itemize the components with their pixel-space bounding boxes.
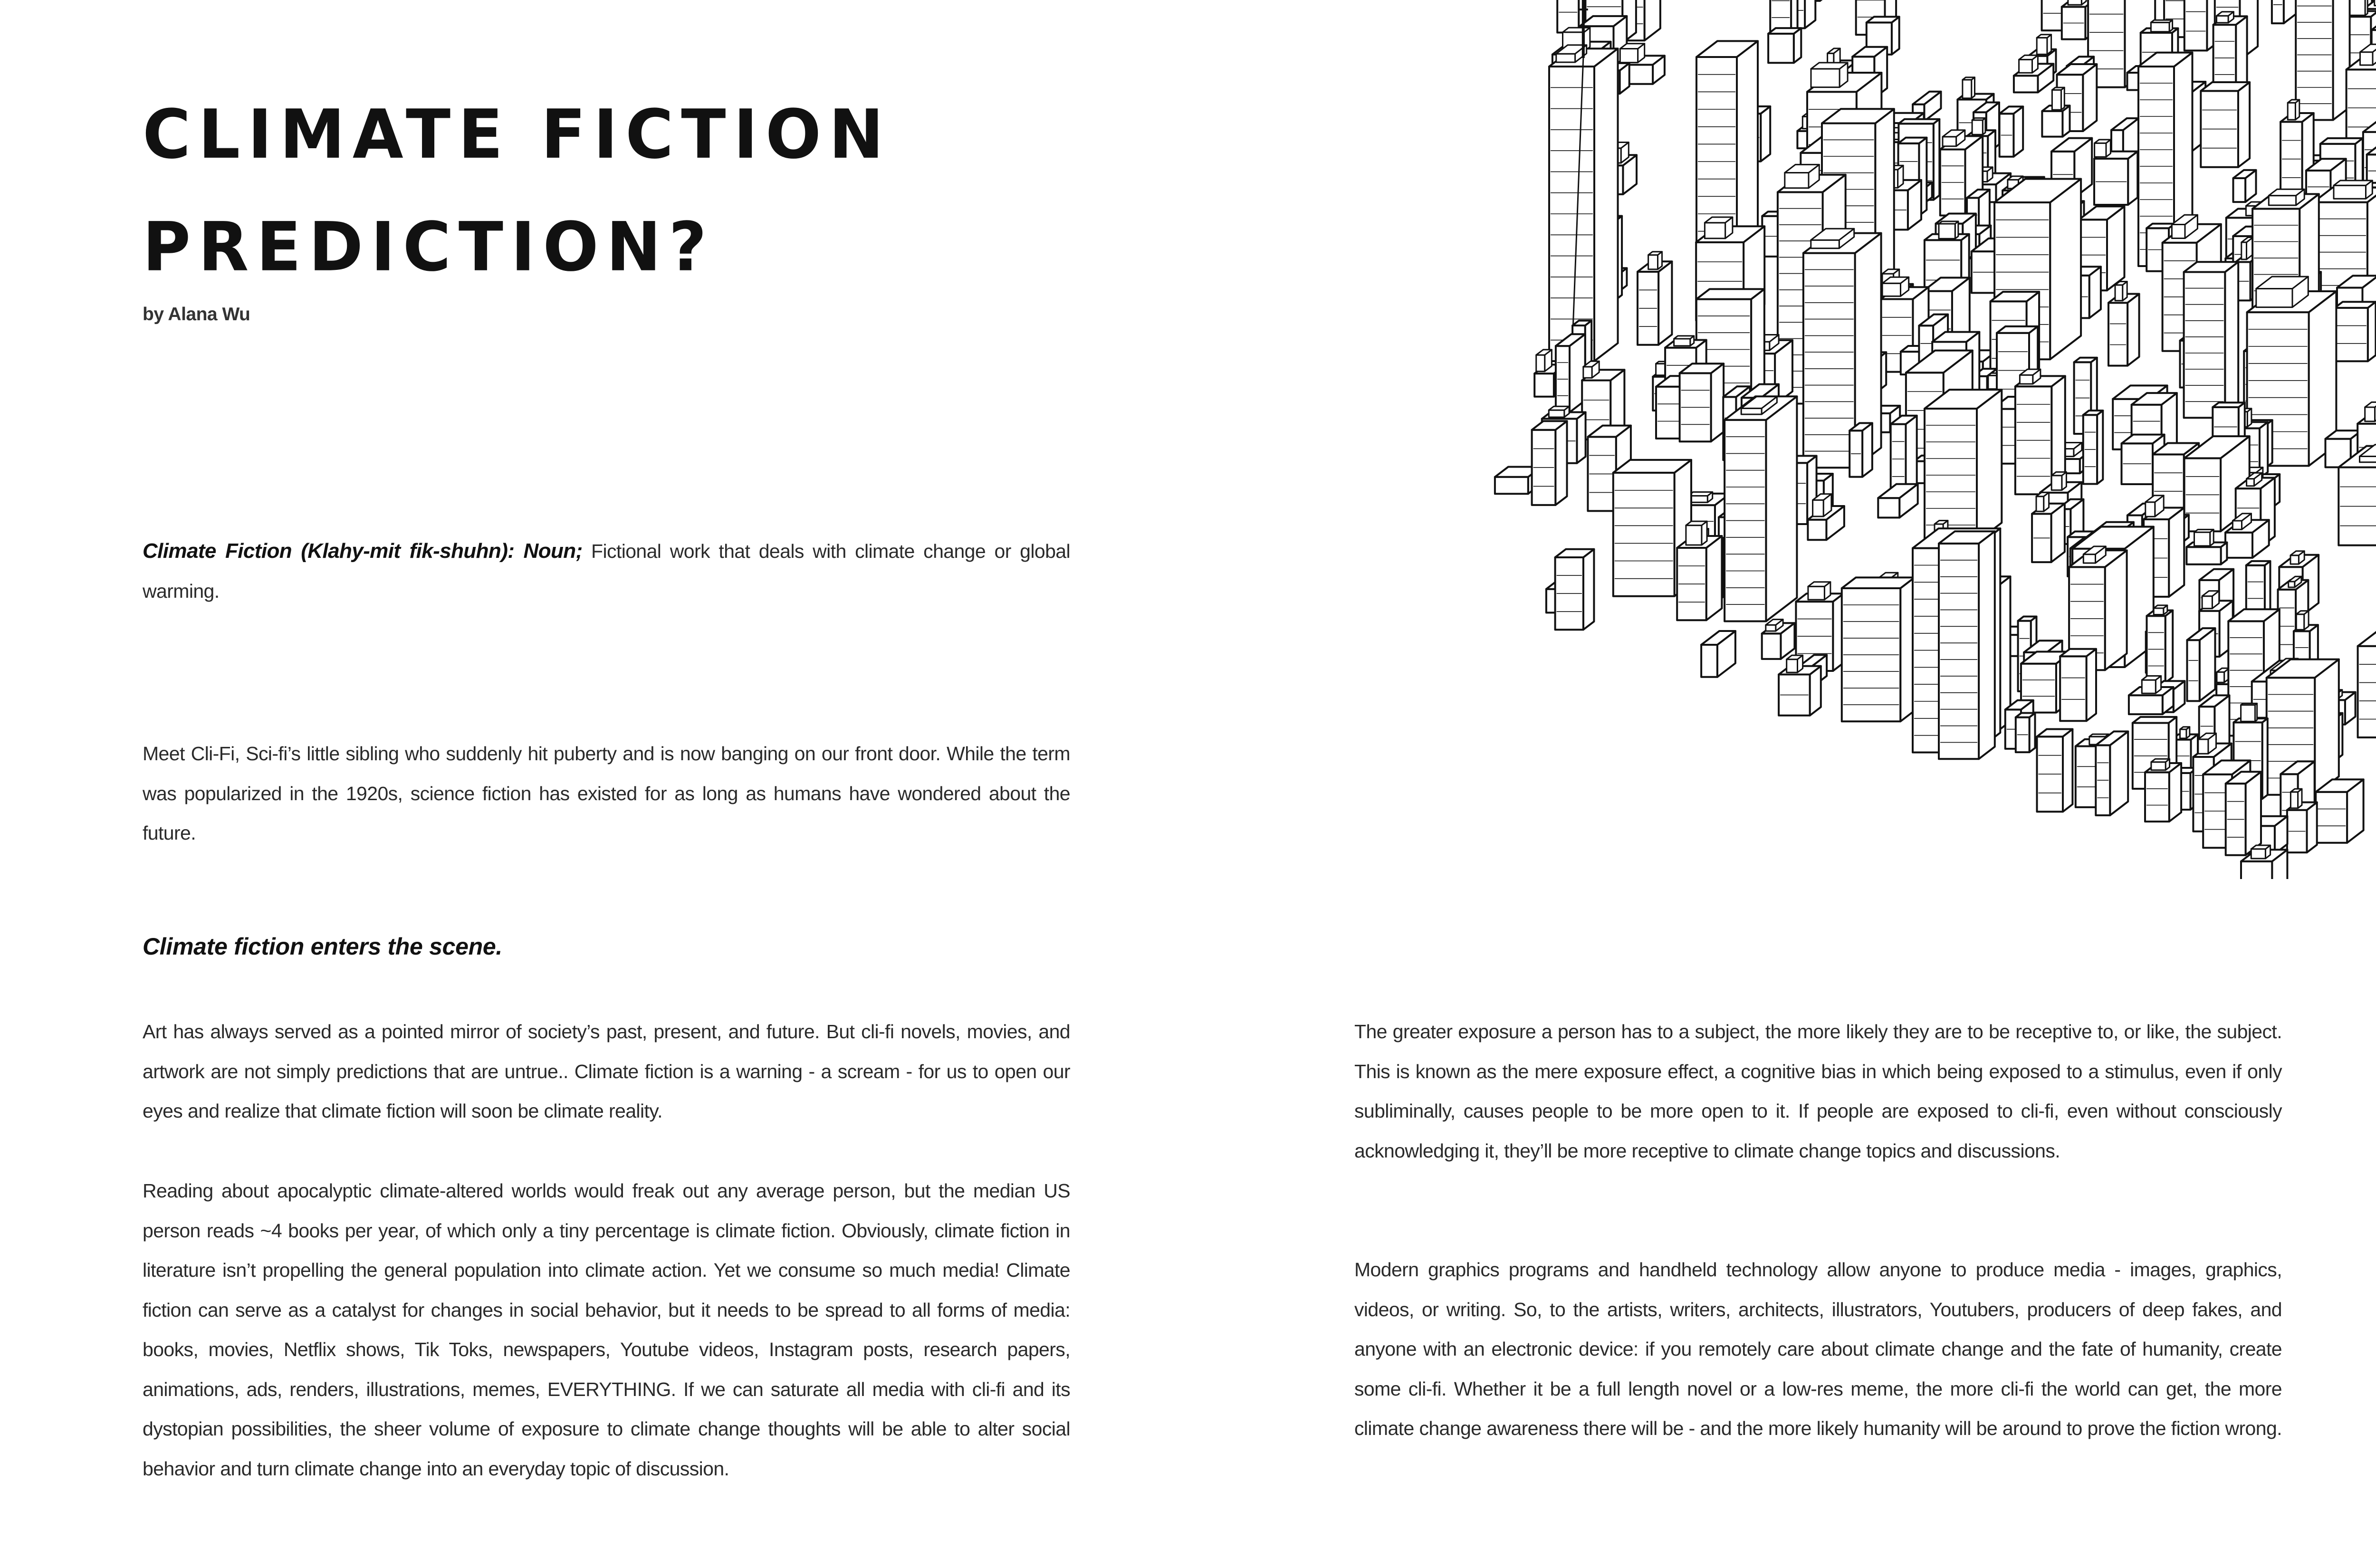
body-paragraph-2: Reading about apocalyptic climate-altered worlds would freak out any average person, but the median US person reads ~4 books per year, of which only a tiny percentage is climate fiction. Obviously, climate fiction in literature isn’t propelling the general population into climate action. Yet we consume so much media! Climate fiction can serve as a catalyst for changes in social behavior, but it needs to be spread to all forms of media: books, movies, Netflix shows, Tik Toks, newspapers, Youtube videos, Instagram posts, research papers, animations, ads, renders, illustrations, memes, EVERYTHING. If we can saturate all media with cli-fi and its dystopian possibilities, the sheer volume of exposure to climate change thoughts will be able to alter social behavior and turn climate change into an everyday topic of discussion. xyxy=(143,1180,1070,1480)
title-line-2: PREDICTION? xyxy=(143,207,715,287)
definition-paragraph xyxy=(143,531,1070,611)
city-skyline-illustration xyxy=(1350,0,2376,879)
intro-paragraph: Meet Cli-Fi, Sci-fi’s little sibling who suddenly hit puberty and is now banging on our front door. While the term was popularized in the 1920s, science fiction has existed for as long as humans have wondered about the future. xyxy=(143,743,1070,844)
definition-term: Climate Fiction (Klahy-mit fik-shuhn): Noun; xyxy=(143,539,583,563)
title-line-1: CLIMATE FICTION xyxy=(143,95,891,174)
body-paragraph-4: Modern graphics programs and handheld technology allow anyone to produce media - images, graphics, videos, or writing. So, to the artists, writers, architects, illustrators, Youtubers, producers of deep fakes, and anyone with an electronic device: if you remotely care about climate change and the fate of humanity, create some cli-fi. Whether it be a full length novel or a low-res meme, the more cli-fi the world can get, the more climate change awareness there will be - and the more likely humanity will be around to prove the fiction wrong. xyxy=(1354,1259,2282,1439)
body-paragraph-1: Art has always served as a pointed mirror of society’s past, present, and future. But cli-fi novels, movies, and artwork are not simply predictions that are untrue.. Climate fiction is a warning - a scream - for us to open our eyes and realize that climate fiction will soon be climate reality. xyxy=(143,1021,1070,1122)
article-title xyxy=(143,78,891,304)
author-byline: by Alana Wu xyxy=(143,304,250,325)
building-group xyxy=(1495,0,2376,879)
definition-text: Fictional work that deals with climate change or global warming. xyxy=(143,540,1070,602)
section-heading: Climate fiction enters the scene. xyxy=(143,933,502,960)
body-paragraph-3: The greater exposure a person has to a subject, the more likely they are to be receptive to, or like, the subject. This is known as the mere exposure effect, a cognitive bias in which being exposed to a stimulus, even if only subliminally, causes people to be more open to it. If people are exposed to cli-fi, even without consciously acknowledging it, they’ll be more receptive to climate change topics and discussions. xyxy=(1354,1021,2282,1162)
